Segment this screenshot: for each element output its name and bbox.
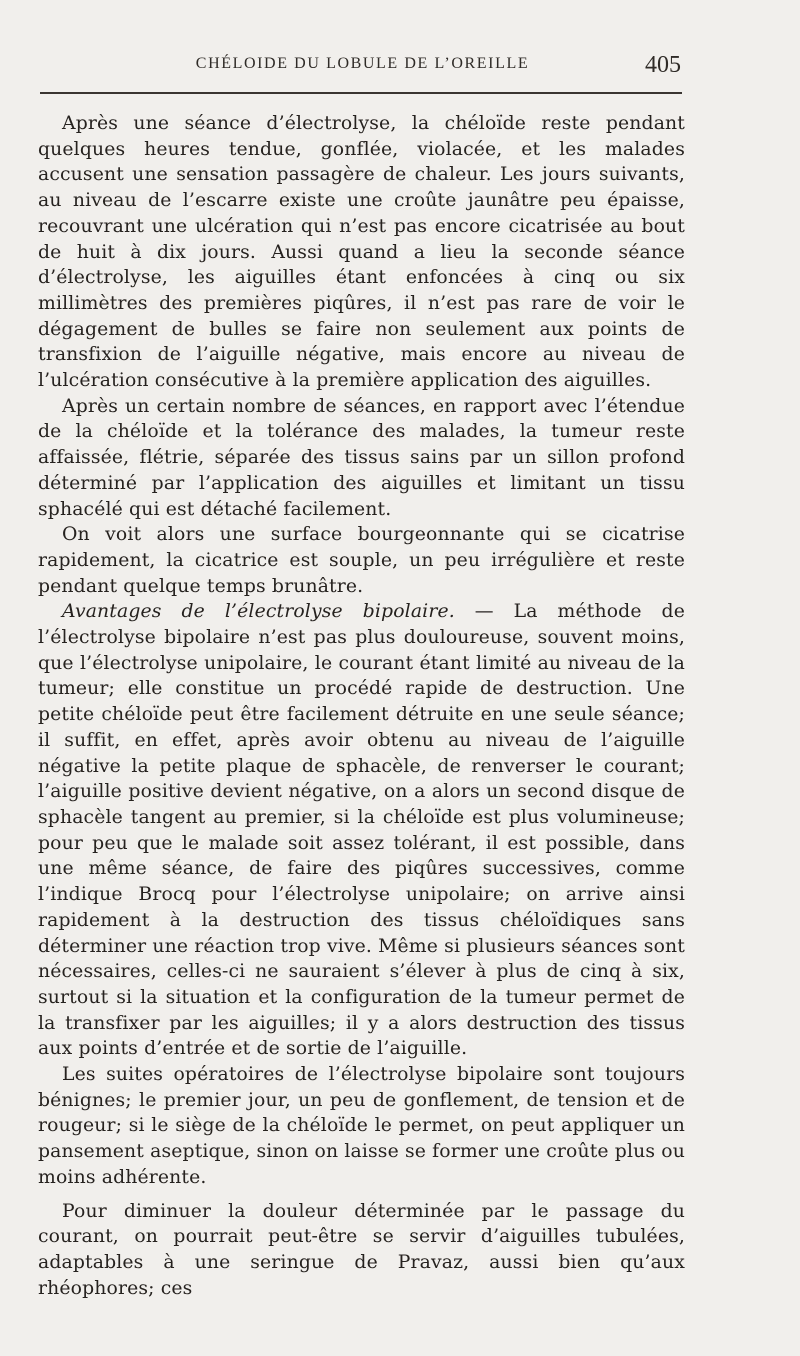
paragraph-after-sessions: Après un certain nombre de séances, en rapport avec l’étendue de la chéloïde et la tolérance des malades, la tumeur reste affaissée, flétrie, séparée des tissus sains par un sillon profond déterminé par l’application des aiguilles et limitant un tissu sphacélé qui est détaché facilement. xyxy=(38,395,685,520)
running-title: CHÉLOIDE DU LOBULE DE L’OREILLE xyxy=(195,55,530,72)
paragraph-healing-surface: On voit alors une surface bourgeonnante qui se cicatrise rapidement, la cicatrice est souple, un peu irrégulière et reste pendant quelque temps brunâtre. xyxy=(38,524,685,597)
body-text xyxy=(38,111,685,1301)
paragraph-postoperative: Les suites opératoires de l’électrolyse bipolaire sont toujours bénignes; le premier jour, un peu de gonflement, de tension et de rougeur; si le siège de la chéloïde le permet, on peut appliquer un pansement aseptique, sinon on laisse se former une croûte plus ou moins adhérente. xyxy=(38,1064,685,1188)
advantages-text: — La méthode de l’électrolyse bipolaire n’est pas plus douloureuse, souvent moins, que l’électrolyse unipolaire, le courant étant limité au niveau de la tumeur; elle constitue un procédé rapide de destruction. Une petite chéloïde peut être facilement détruite en une seule séance; il suffit, en effet, après avoir obtenu au niveau de l’aiguille négative la petite plaque de sphacèle, de renverser le courant; l’aiguille positive devient négative, on a alors un second disque de sphacèle tangent au premier, si la chéloïde est plus volumineuse; pour peu que le malade soit assez tolérant, il est possible, dans une même séance, de faire des piqûres successives, comme l’indique Brocq pour l’électrolyse unipolaire; on arrive ainsi rapidement à la destruction des tissus chéloïdiques sans déterminer une réaction trop vive. Même si plusieurs séances sont nécessaires, celles-ci ne sauraient s’élever à plus de cinq à six, surtout si la situation et la configuration de la tumeur permet de la transfixer par les aiguilles; il y a alors destruction des tissus aux points d’entrée et de sortie de l’aiguille. xyxy=(38,601,685,1060)
section-heading-advantages: Avantages de l’électrolyse bipolaire. xyxy=(62,601,455,623)
paragraph-electrolysis-session: Après une séance d’électrolyse, la chéloïde reste pendant quelques heures tendue, gonflée, violacée, et les malades accusent une sensation passagère de chaleur. Les jours suivants, au niveau de l’escarre existe une croûte jaunâtre peu épaisse, recouvrant une ulcération qui n’est pas encore cicatrisée au bout de huit à dix jours. Aussi quand a lieu la seconde séance d’électrolyse, les aiguilles étant enfoncées à cinq ou six millimètres des premières piqûres, il n’est pas rare de voir le dégagement de bulles se faire non seulement aux points de transfixion de l’aiguille négative, mais encore au niveau de l’ulcération consécutive à la première application des aiguilles. xyxy=(38,113,685,392)
page-number: 405 xyxy=(645,52,681,78)
paragraph-advantages xyxy=(38,599,685,1062)
running-head xyxy=(40,52,685,82)
paragraph-pain-reduction: Pour diminuer la douleur déterminée par le passage du courant, on pourrait peut-être se servir d’aiguilles tubulées, adaptables à une seringue de Pravaz, aussi bien qu’aux rhéophores; ces xyxy=(38,1200,685,1299)
header-rule xyxy=(40,92,682,94)
